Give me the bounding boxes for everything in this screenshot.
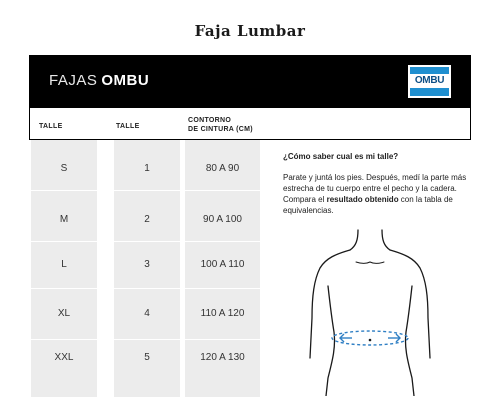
page-title: Faja Lumbar xyxy=(194,22,306,40)
brand-name xyxy=(49,72,149,89)
table-cell-contorno: 100 A 110 xyxy=(200,259,245,270)
column-talle-letra xyxy=(31,140,97,397)
instructions-text-1: Parate y juntá los pies. Después, medí la parte más estrecha de tu cuerpo entre el pecho y la cadera. Compara el xyxy=(283,173,467,204)
header-contorno xyxy=(188,116,253,134)
table-cell-contorno: 80 A 90 xyxy=(205,163,240,174)
instructions-text-2: con la tabla de equivalencias. xyxy=(283,195,453,215)
table-cell-talle-letra: XL xyxy=(57,308,71,319)
table-cell-contorno: 110 A 120 xyxy=(200,308,245,319)
header-talle-numero: TALLE xyxy=(116,123,140,130)
table-cell-talle-numero: 4 xyxy=(144,308,150,319)
column-talle-numero xyxy=(114,140,180,397)
table-cell-contorno: 120 A 130 xyxy=(200,352,245,363)
brand-banner xyxy=(29,55,471,108)
brand-name-bold: OMBU xyxy=(101,72,150,89)
table-cell-talle-numero: 3 xyxy=(144,259,150,270)
table-cell-talle-letra: M xyxy=(59,214,69,225)
instructions-bold: resultado obtenido xyxy=(326,195,399,204)
table-cell-talle-letra: L xyxy=(61,259,67,270)
size-guide-question: ¿Cómo saber cual es mi talle? xyxy=(283,152,399,161)
header-contorno-line1: CONTORNO xyxy=(188,117,232,124)
table-header xyxy=(29,108,471,140)
table-cell-contorno: 90 A 100 xyxy=(203,214,242,225)
table-cell-talle-numero: 1 xyxy=(144,163,150,174)
table-cell-talle-numero: 2 xyxy=(144,214,150,225)
ombu-logo-text: OMBU xyxy=(414,75,445,86)
table-cell-talle-numero: 5 xyxy=(144,352,150,363)
column-contorno xyxy=(185,140,260,397)
header-contorno-line2: DE CINTURA (CM) xyxy=(188,126,253,133)
torso-measurement-icon xyxy=(306,228,446,396)
table-cell-talle-letra: XXL xyxy=(54,352,74,363)
brand-name-light: FAJAS xyxy=(49,72,98,89)
header-talle-letra: TALLE xyxy=(39,123,63,130)
table-cell-talle-letra: S xyxy=(60,163,68,174)
size-guide-instructions xyxy=(283,172,468,216)
ombu-logo xyxy=(408,65,451,98)
